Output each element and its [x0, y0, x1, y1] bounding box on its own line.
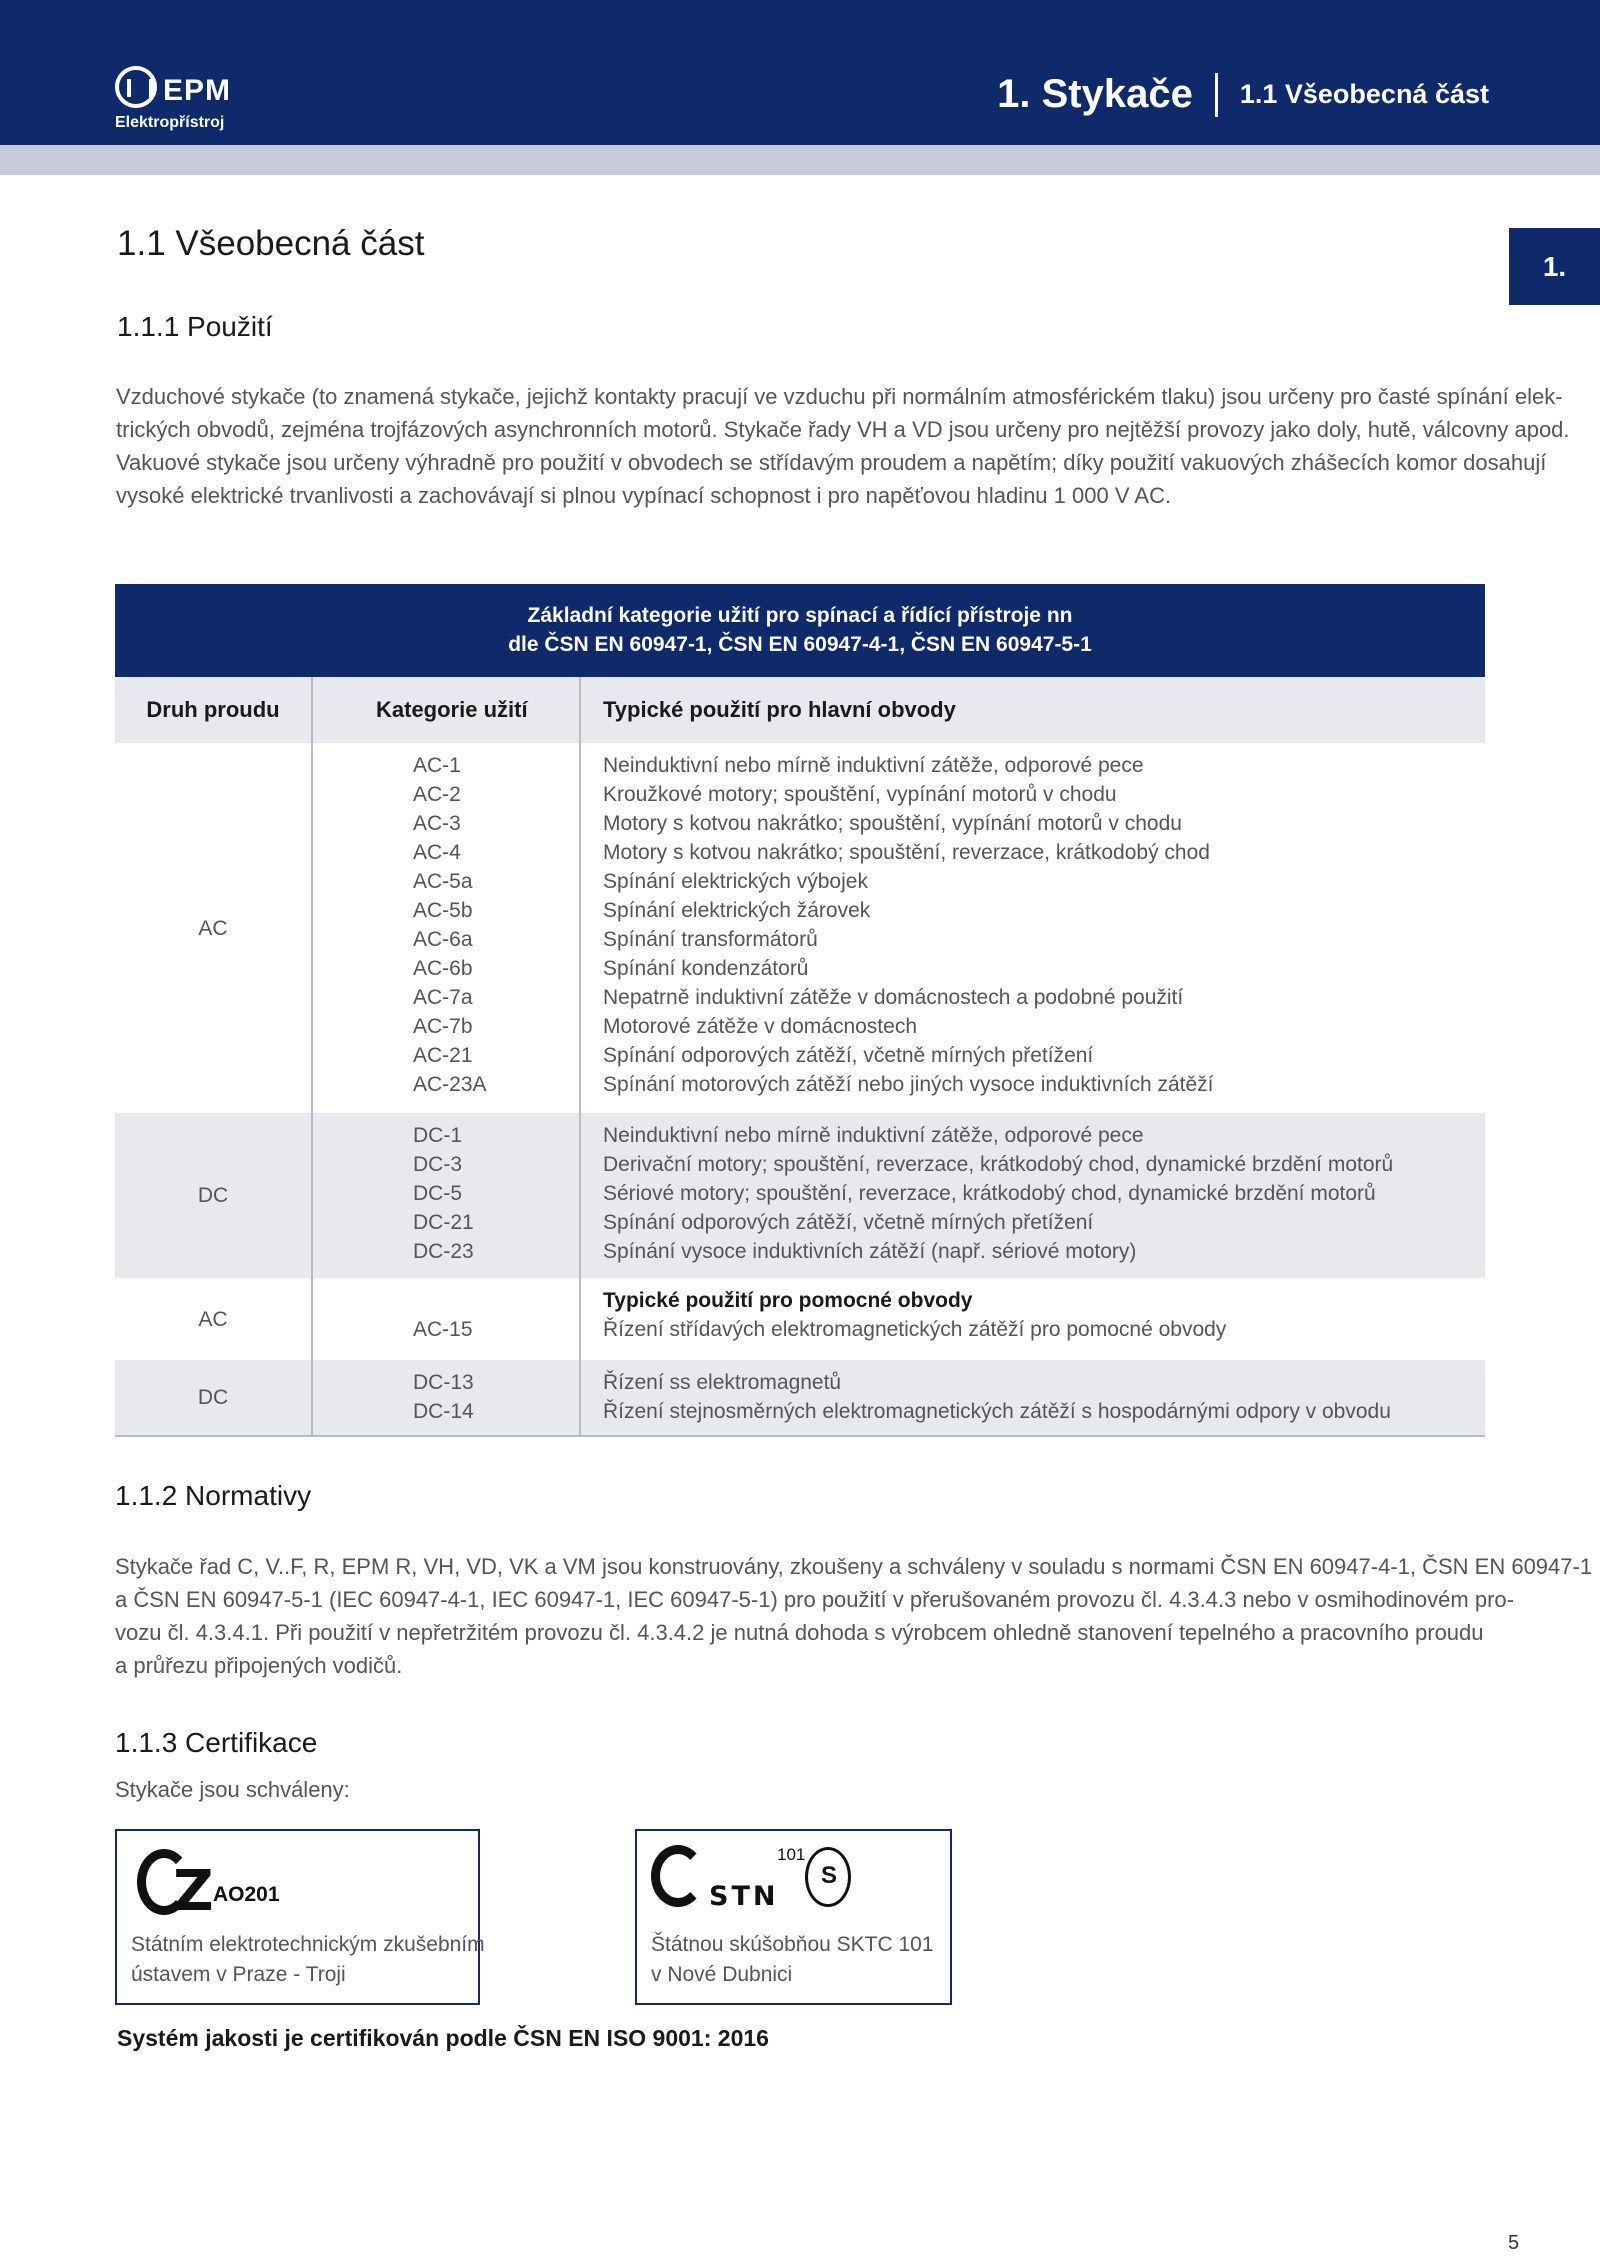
- usage-description: Sériové motory; spouštění, reverzace, krátkodobý chod, dynamické brzdění motorů: [603, 1182, 1376, 1205]
- category-code: DC-14: [413, 1400, 474, 1423]
- cert-line: Státním elektrotechnickým zkušebním: [131, 1933, 485, 1956]
- cstn-logo-number: 101: [777, 1845, 806, 1864]
- usage-description: Motory s kotvou nakrátko; spouštění, vypínání motorů v chodu: [603, 812, 1182, 835]
- cert-box-sktc: [635, 1829, 952, 2005]
- usage-line: vysoké elektrické trvanlivosti a zachovávají si plnou vypínací schopnost i pro napěťovou hladinu 1 000 V AC.: [116, 483, 1172, 508]
- category-cell: [313, 1113, 581, 1278]
- category-code: AC-6a: [413, 928, 473, 951]
- usage-description: Řízení ss elektromagnetů: [603, 1371, 842, 1394]
- category-code: AC-7a: [413, 986, 473, 1009]
- category-code: AC-23A: [413, 1073, 487, 1096]
- table-group-dc-main: [115, 1113, 1485, 1278]
- category-cell: [313, 1278, 581, 1360]
- epm-logo-icon: [115, 66, 157, 108]
- usage-heading: 1.1.1 Použití: [117, 311, 273, 342]
- category-code: AC-5a: [413, 870, 473, 893]
- cert-box-sktc-text: [651, 1930, 934, 1990]
- cert-box-ezu-text: [131, 1930, 485, 1990]
- usage-cell: [581, 1113, 1485, 1278]
- cz-certification-logo: [137, 1849, 297, 1923]
- category-code: DC-3: [413, 1153, 463, 1176]
- usage-description: Spínání elektrických výbojek: [603, 870, 868, 893]
- cert-line: Štátnou skúšobňou SKTC 101: [651, 1933, 934, 1956]
- header-title: [997, 72, 1489, 117]
- norms-line: a průřezu připojených vodičů.: [115, 1653, 403, 1678]
- cstn-logo-stn-icon: STN: [709, 1881, 779, 1912]
- usage-description: Spínání odporových zátěží, včetně mírných přetížení: [603, 1211, 1094, 1234]
- usage-line: trických obvodů, zejména trojfázových asynchronních motorů. Stykače řady VH a VD jsou určeny pro nejtěžší provozy jako doly, hutě, válcovny apod.: [116, 417, 1570, 442]
- norms-paragraph: [115, 1550, 1593, 1682]
- table-group-ac-main: [115, 743, 1485, 1113]
- table-title: [115, 584, 1485, 677]
- page-title: 1.1 Všeobecná část: [117, 224, 425, 263]
- usage-description: Spínání transformátorů: [603, 928, 818, 951]
- usage-description: Spínání kondenzátorů: [603, 957, 809, 980]
- cstn-logo-c-icon: [651, 1845, 705, 1907]
- column-header-usage: Typické použití pro hlavní obvody: [603, 697, 956, 722]
- usage-description: Neinduktivní nebo mírně induktivní zátěže, odporové pece: [603, 754, 1144, 777]
- norms-line: vozu čl. 4.3.4.1. Při použití v nepřetržitém provozu čl. 4.3.4.2 je nutná dohoda s výrobcem ohledně stanovení tepelného a pracovního proudu: [115, 1620, 1484, 1645]
- norms-line: Stykače řad C, V..F, R, EPM R, VH, VD, VK a VM jsou konstruovány, zkoušeny a schváleny v souladu s normami ČSN EN 60947-4-1, ČSN EN 60947-1: [115, 1554, 1593, 1579]
- cert-line: ústavem v Praze - Troji: [131, 1963, 346, 1986]
- usage-description: Spínání odporových zátěží, včetně mírných přetížení: [603, 1044, 1094, 1067]
- category-code: AC-15: [413, 1318, 473, 1341]
- usage-description: Řízení stejnosměrných elektromagnetických zátěží s hospodárnými odpory v obvodu: [603, 1400, 1391, 1423]
- logo-subtitle: Elektropřístroj: [115, 114, 225, 131]
- usage-cell: [581, 743, 1485, 1113]
- quality-note: Systém jakosti je certifikován podle ČSN EN ISO 9001: 2016: [117, 2025, 769, 2051]
- category-code: AC-1: [413, 754, 461, 777]
- category-code: AC-21: [413, 1044, 473, 1067]
- cert-heading: 1.1.3 Certifikace: [115, 1727, 318, 1758]
- table-title-line2: dle ČSN EN 60947-1, ČSN EN 60947-4-1, ČSN EN 60947-5-1: [508, 633, 1092, 656]
- table-group-dc-aux: [115, 1360, 1485, 1435]
- aux-subheading: Typické použití pro pomocné obvody: [603, 1289, 973, 1312]
- cert-intro: Stykače jsou schváleny:: [115, 1777, 350, 1802]
- usage-categories-table: [115, 584, 1485, 1437]
- current-type-cell: AC: [115, 743, 313, 1113]
- table-group-ac-aux: [115, 1278, 1485, 1360]
- usage-description: Derivační motory; spouštění, reverzace, krátkodobý chod, dynamické brzdění motorů: [603, 1153, 1394, 1176]
- current-type-cell: AC: [115, 1278, 313, 1360]
- category-cell: [313, 743, 581, 1113]
- cstn-seal-icon: [805, 1847, 851, 1907]
- usage-cell: [581, 1278, 1485, 1360]
- category-code: DC-13: [413, 1371, 474, 1394]
- column-header-current: Druh proudu: [115, 677, 313, 743]
- category-code: DC-5: [413, 1182, 463, 1205]
- table-bottom-rule: [115, 1435, 1485, 1437]
- spacer-line: [413, 1286, 579, 1315]
- category-code: DC-1: [413, 1124, 463, 1147]
- norms-heading: 1.1.2 Normativy: [115, 1480, 312, 1511]
- category-code: AC-7b: [413, 1015, 473, 1038]
- category-code: AC-2: [413, 783, 461, 806]
- cz-logo-z-icon: Z: [173, 1859, 214, 1924]
- current-type-cell: DC: [115, 1360, 313, 1435]
- usage-description: Kroužkové motory; spouštění, vypínání motorů v chodu: [603, 783, 1117, 806]
- cert-line: v Nové Dubnici: [651, 1963, 793, 1986]
- usage-description: Neinduktivní nebo mírně induktivní zátěže, odporové pece: [603, 1124, 1144, 1147]
- chapter-side-tab: 1.: [1509, 228, 1600, 305]
- cert-box-ezu: [115, 1829, 485, 2005]
- current-type-cell: DC: [115, 1113, 313, 1278]
- header-gray-strip: [0, 145, 1600, 175]
- usage-cell: [581, 1360, 1485, 1435]
- usage-description: Motory s kotvou nakrátko; spouštění, reverzace, krátkodobý chod: [603, 841, 1210, 864]
- usage-description: Spínání elektrických žárovek: [603, 899, 871, 922]
- section-title: 1.1 Všeobecná část: [1239, 79, 1489, 109]
- category-cell: [313, 1360, 581, 1435]
- usage-description: Spínání vysoce induktivních zátěží (např. sériové motory): [603, 1240, 1137, 1263]
- header-divider: [1215, 73, 1218, 117]
- column-header-category: Kategorie užití: [313, 677, 581, 743]
- norms-line: a ČSN EN 60947-5-1 (IEC 60947-4-1, IEC 60947-1, IEC 60947-5-1) pro použití v přerušovaném provozu čl. 4.3.4.3 nebo v osmihodinovém pro-: [115, 1587, 1514, 1612]
- category-code: AC-6b: [413, 957, 473, 980]
- chapter-title: 1. Stykače: [997, 72, 1193, 116]
- usage-line: Vakuové stykače jsou určeny výhradně pro použití v obvodech se střídavým proudem a napětím; díky použití vakuových zhášecích komor dosahují: [116, 450, 1547, 475]
- category-code: DC-23: [413, 1240, 474, 1263]
- logo-text: EPM: [163, 74, 232, 107]
- usage-description: Spínání motorových zátěží nebo jiných vysoce induktivních zátěží: [603, 1073, 1214, 1096]
- usage-paragraph: [116, 380, 1570, 512]
- usage-description: Nepatrně induktivní zátěže v domácnostech a podobné použití: [603, 986, 1184, 1009]
- category-code: DC-21: [413, 1211, 474, 1234]
- category-code: AC-5b: [413, 899, 473, 922]
- table-column-headers: [115, 677, 1485, 743]
- category-code: AC-4: [413, 841, 461, 864]
- usage-description: Řízení střídavých elektromagnetických zátěží pro pomocné obvody: [603, 1318, 1227, 1341]
- category-code: AC-3: [413, 812, 461, 835]
- usage-line: Vzduchové stykače (to znamená stykače, jejichž kontakty pracují ve vzduchu při normálním atmosférickém tlaku) jsou určeny pro časté spínání elek-: [116, 384, 1563, 409]
- usage-description: Motorové zátěže v domácnostech: [603, 1015, 917, 1038]
- page-number: 5: [1508, 2232, 1520, 2254]
- cz-logo-code: AO201: [213, 1883, 280, 1906]
- table-title-line1: Základní kategorie užití pro spínací a řídící přístroje nn: [527, 604, 1073, 627]
